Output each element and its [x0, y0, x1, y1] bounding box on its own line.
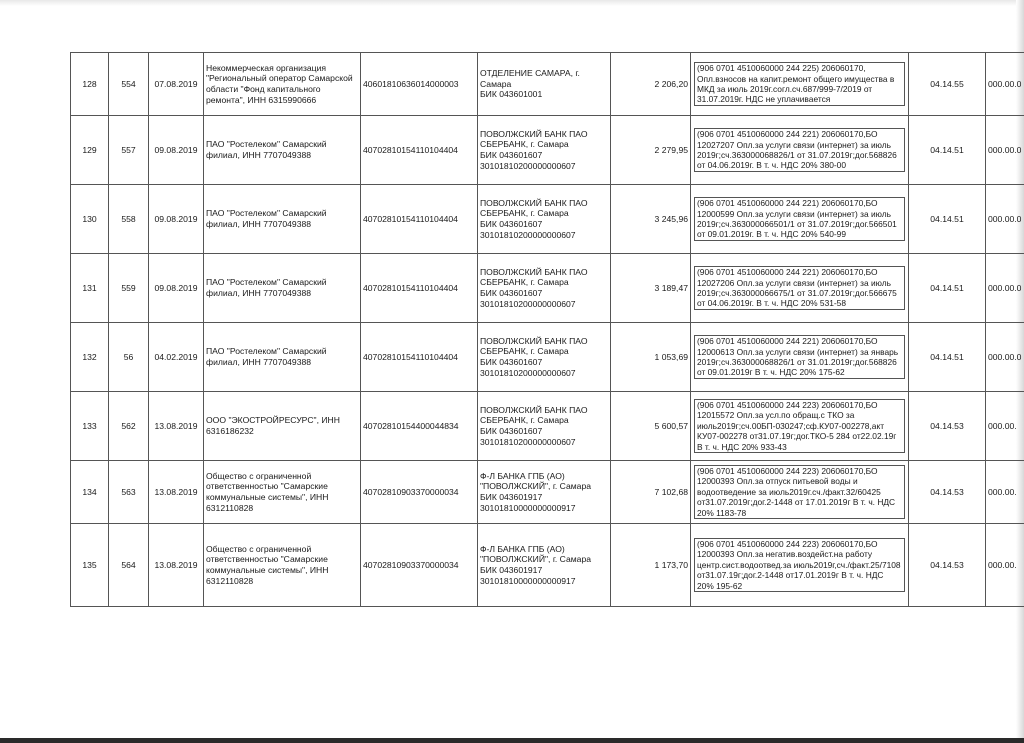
row-number-cell: 131 — [71, 254, 109, 323]
bank-cell — [478, 392, 611, 461]
purpose-cell — [691, 53, 909, 116]
account-cell: 40601810636014000003 — [361, 53, 478, 116]
bank-corr-account: 30101810200000000607 — [480, 367, 576, 378]
table-row — [71, 254, 1024, 323]
amount-cell: 1 053,69 — [611, 323, 691, 392]
bank-cell — [478, 461, 611, 524]
amount-cell: 2 206,20 — [611, 53, 691, 116]
payee-cell: Общество с ограниченной ответственностью "Самарские коммунальные системы", ИНН 6312110828 — [204, 524, 361, 607]
bank-bik: БИК 043601607 — [480, 357, 543, 367]
date-cell: 13.08.2019 — [149, 461, 204, 524]
bank-corr-account: 30101810200000000607 — [480, 298, 576, 309]
bank-bik: БИК 043601607 — [480, 150, 543, 160]
payee-cell: ПАО "Ростелеком" Самарский филиал, ИНН 7707049388 — [204, 185, 361, 254]
account-cell: 40702810903370000034 — [361, 524, 478, 607]
bank-corr-account: 30101810200000000607 — [480, 229, 576, 240]
amount-cell: 2 279,95 — [611, 116, 691, 185]
date-cell: 09.08.2019 — [149, 254, 204, 323]
bank-bik: БИК 043601607 — [480, 219, 543, 229]
table-body — [71, 53, 1024, 607]
account-cell: 40702810154110104404 — [361, 254, 478, 323]
bank-name: ПОВОЛЖСКИЙ БАНК ПАО СБЕРБАНК, г. Самара — [480, 128, 588, 150]
bank-cell — [478, 524, 611, 607]
purpose-cell — [691, 323, 909, 392]
truncated-code-cell: 000.00. — [986, 524, 1024, 607]
bank-corr-account: 30101810000000000917 — [480, 575, 576, 586]
budget-code-cell: 04.14.53 — [909, 524, 986, 607]
date-cell: 09.08.2019 — [149, 116, 204, 185]
document-number-cell: 564 — [109, 524, 149, 607]
truncated-code-cell: 000.00.0 — [986, 323, 1024, 392]
budget-code-cell: 04.14.51 — [909, 254, 986, 323]
bank-name: ПОВОЛЖСКИЙ БАНК ПАО СБЕРБАНК, г. Самара — [480, 404, 588, 426]
document-number-cell: 557 — [109, 116, 149, 185]
bank-bik: БИК 043601607 — [480, 288, 543, 298]
row-number-cell: 134 — [71, 461, 109, 524]
purpose-cell — [691, 461, 909, 524]
bank-corr-account: 30101810200000000607 — [480, 160, 576, 171]
bank-name: Ф-Л БАНКА ГПБ (АО) "ПОВОЛЖСКИЙ", г. Самара — [480, 543, 592, 565]
date-cell: 04.02.2019 — [149, 323, 204, 392]
bank-name: ПОВОЛЖСКИЙ БАНК ПАО СБЕРБАНК, г. Самара — [480, 266, 588, 288]
bank-bik: БИК 043601917 — [480, 565, 543, 575]
bank-bik: БИК 043601607 — [480, 426, 543, 436]
budget-code-cell: 04.14.51 — [909, 185, 986, 254]
truncated-code-cell: 000.00.0 — [986, 116, 1024, 185]
purpose-cell — [691, 254, 909, 323]
budget-code-cell: 04.14.53 — [909, 461, 986, 524]
payee-cell: ПАО "Ростелеком" Самарский филиал, ИНН 7707049388 — [204, 254, 361, 323]
payee-cell: ПАО "Ростелеком" Самарский филиал, ИНН 7707049388 — [204, 323, 361, 392]
amount-cell: 3 189,47 — [611, 254, 691, 323]
bank-cell — [478, 323, 611, 392]
payment-purpose-text: (906 0701 4510060000 244 221) 206060170,БО 12000613 Опл.за услуги связи (интернет) за январь 2019г;сч.363000068826/1 от 31.01.2019г;дог.568826 от 09.01.2019г В т. ч. НДС 20% 175-62 — [694, 335, 905, 379]
payee-cell: ООО "ЭКОСТРОЙРЕСУРС", ИНН 6316186232 — [204, 392, 361, 461]
date-cell: 09.08.2019 — [149, 185, 204, 254]
bank-corr-account: 30101810200000000607 — [480, 436, 576, 447]
bank-name: Ф-Л БАНКА ГПБ (АО) "ПОВОЛЖСКИЙ", г. Самара — [480, 470, 592, 492]
payment-purpose-text: (906 0701 4510060000 244 221) 206060170,БО 12000599 Опл.за услуги связи (интернет) за июль 2019г;сч.363000066501/1 от 31.07.2019г;дог.566501 от 09.01.2019г. В т. ч. НДС 20% 540-99 — [694, 197, 905, 241]
row-number-cell: 135 — [71, 524, 109, 607]
table-row — [71, 461, 1024, 524]
table-row — [71, 116, 1024, 185]
budget-code-cell: 04.14.51 — [909, 116, 986, 185]
truncated-code-cell: 000.00. — [986, 392, 1024, 461]
table-row — [71, 185, 1024, 254]
table-row — [71, 323, 1024, 392]
payee-cell: ПАО "Ростелеком" Самарский филиал, ИНН 7707049388 — [204, 116, 361, 185]
payment-purpose-text: (906 0701 4510060000 244 221) 206060170,БО 12027207 Опл.за услуги связи (интернет) за июль 2019г;сч.363000068826/1 от 31.07.2019г;дог.568826 от 04.06.2019г. В т. ч. НДС 20% 380-00 — [694, 128, 905, 172]
purpose-cell — [691, 116, 909, 185]
document-number-cell: 558 — [109, 185, 149, 254]
amount-cell: 1 173,70 — [611, 524, 691, 607]
table-row — [71, 53, 1024, 116]
bank-corr-account: 30101810000000000917 — [480, 502, 576, 513]
document-number-cell: 563 — [109, 461, 149, 524]
payment-purpose-text: (906 0701 4510060000 244 223) 206060170,БО 12015572 Опл.за усл.по обращ.с ТКО за июль2019г;сч.00БП-030247;сф.КУ07-002278,акт КУ07-002278 от31.07.19г;дог.ТКО-5 284 от22.02.19г В т. ч. НДС 20% 933-43 — [694, 399, 905, 453]
date-cell: 07.08.2019 — [149, 53, 204, 116]
row-number-cell: 129 — [71, 116, 109, 185]
payment-purpose-text: (906 0701 4510060000 244 221) 206060170,БО 12027206 Опл.за услуги связи (интернет) за июль 2019г;сч.363000066675/1 от 31.07.2019г;дог.566675 от 04.06.2019г. В т. ч. НДС 20% 531-58 — [694, 266, 905, 310]
payee-cell: Общество с ограниченной ответственностью "Самарские коммунальные системы", ИНН 6312110828 — [204, 461, 361, 524]
scan-bottom-edge — [0, 738, 1024, 743]
row-number-cell: 132 — [71, 323, 109, 392]
account-cell: 40702810903370000034 — [361, 461, 478, 524]
table-row — [71, 392, 1024, 461]
truncated-code-cell: 000.00. — [986, 461, 1024, 524]
amount-cell: 3 245,96 — [611, 185, 691, 254]
account-cell: 40702810154110104404 — [361, 116, 478, 185]
payment-purpose-text: (906 0701 4510060000 244 223) 206060170,БО 12000393 Опл.за негатив.воздейст.на работу центр.сист.водоотвед.за июль2019г,сч./факт.25/7108 от31.07.19г;дог.2-1448 от17.01.2019г В т. ч. НДС 20% 195-62 — [694, 538, 905, 592]
date-cell: 13.08.2019 — [149, 524, 204, 607]
scan-top-edge — [0, 0, 1024, 6]
bank-name: ПОВОЛЖСКИЙ БАНК ПАО СБЕРБАНК, г. Самара — [480, 197, 588, 219]
account-cell: 40702810154400044834 — [361, 392, 478, 461]
bank-cell — [478, 53, 611, 116]
bank-name: ОТДЕЛЕНИЕ САМАРА, г. Самара — [480, 68, 580, 89]
bank-bik: БИК 043601001 — [480, 89, 543, 100]
table-row — [71, 524, 1024, 607]
account-cell: 40702810154110104404 — [361, 323, 478, 392]
account-cell: 40702810154110104404 — [361, 185, 478, 254]
amount-cell: 7 102,68 — [611, 461, 691, 524]
payee-cell: Некоммерческая организация "Региональный оператор Самарской области "Фонд капитального ремонта", ИНН 6315990666 — [204, 53, 361, 116]
amount-cell: 5 600,57 — [611, 392, 691, 461]
truncated-code-cell: 000.00.0 — [986, 185, 1024, 254]
payment-purpose-text: (906 0701 4510060000 244 225) 206060170, Опл.взносов на капит.ремонт общего имущества в МКД за июль 2019г.согл.сч.687/999-7/2019 от 31.07.2019г. НДС не уплачивается — [694, 62, 905, 106]
purpose-cell — [691, 524, 909, 607]
bank-name: ПОВОЛЖСКИЙ БАНК ПАО СБЕРБАНК, г. Самара — [480, 335, 588, 357]
purpose-cell — [691, 392, 909, 461]
purpose-cell — [691, 185, 909, 254]
bank-bik: БИК 043601917 — [480, 492, 543, 502]
bank-cell — [478, 254, 611, 323]
truncated-code-cell: 000.00.0 — [986, 53, 1024, 116]
row-number-cell: 133 — [71, 392, 109, 461]
row-number-cell: 130 — [71, 185, 109, 254]
budget-code-cell: 04.14.53 — [909, 392, 986, 461]
budget-code-cell: 04.14.55 — [909, 53, 986, 116]
bank-cell — [478, 185, 611, 254]
payments-register-table — [70, 52, 1024, 607]
document-number-cell: 559 — [109, 254, 149, 323]
payment-purpose-text: (906 0701 4510060000 244 223) 206060170,БО 12000393 Опл.за отпуск питьевой воды и водоотведение за июль2019г.сч./факт.32/60425 от31.07.2019г;дог.2-1448 от 17.01.2019г В т. ч. НДС 20% 1183-78 — [694, 465, 905, 519]
row-number-cell: 128 — [71, 53, 109, 116]
document-number-cell: 554 — [109, 53, 149, 116]
budget-code-cell: 04.14.51 — [909, 323, 986, 392]
date-cell: 13.08.2019 — [149, 392, 204, 461]
bank-cell — [478, 116, 611, 185]
document-number-cell: 56 — [109, 323, 149, 392]
document-number-cell: 562 — [109, 392, 149, 461]
truncated-code-cell: 000.00.0 — [986, 254, 1024, 323]
